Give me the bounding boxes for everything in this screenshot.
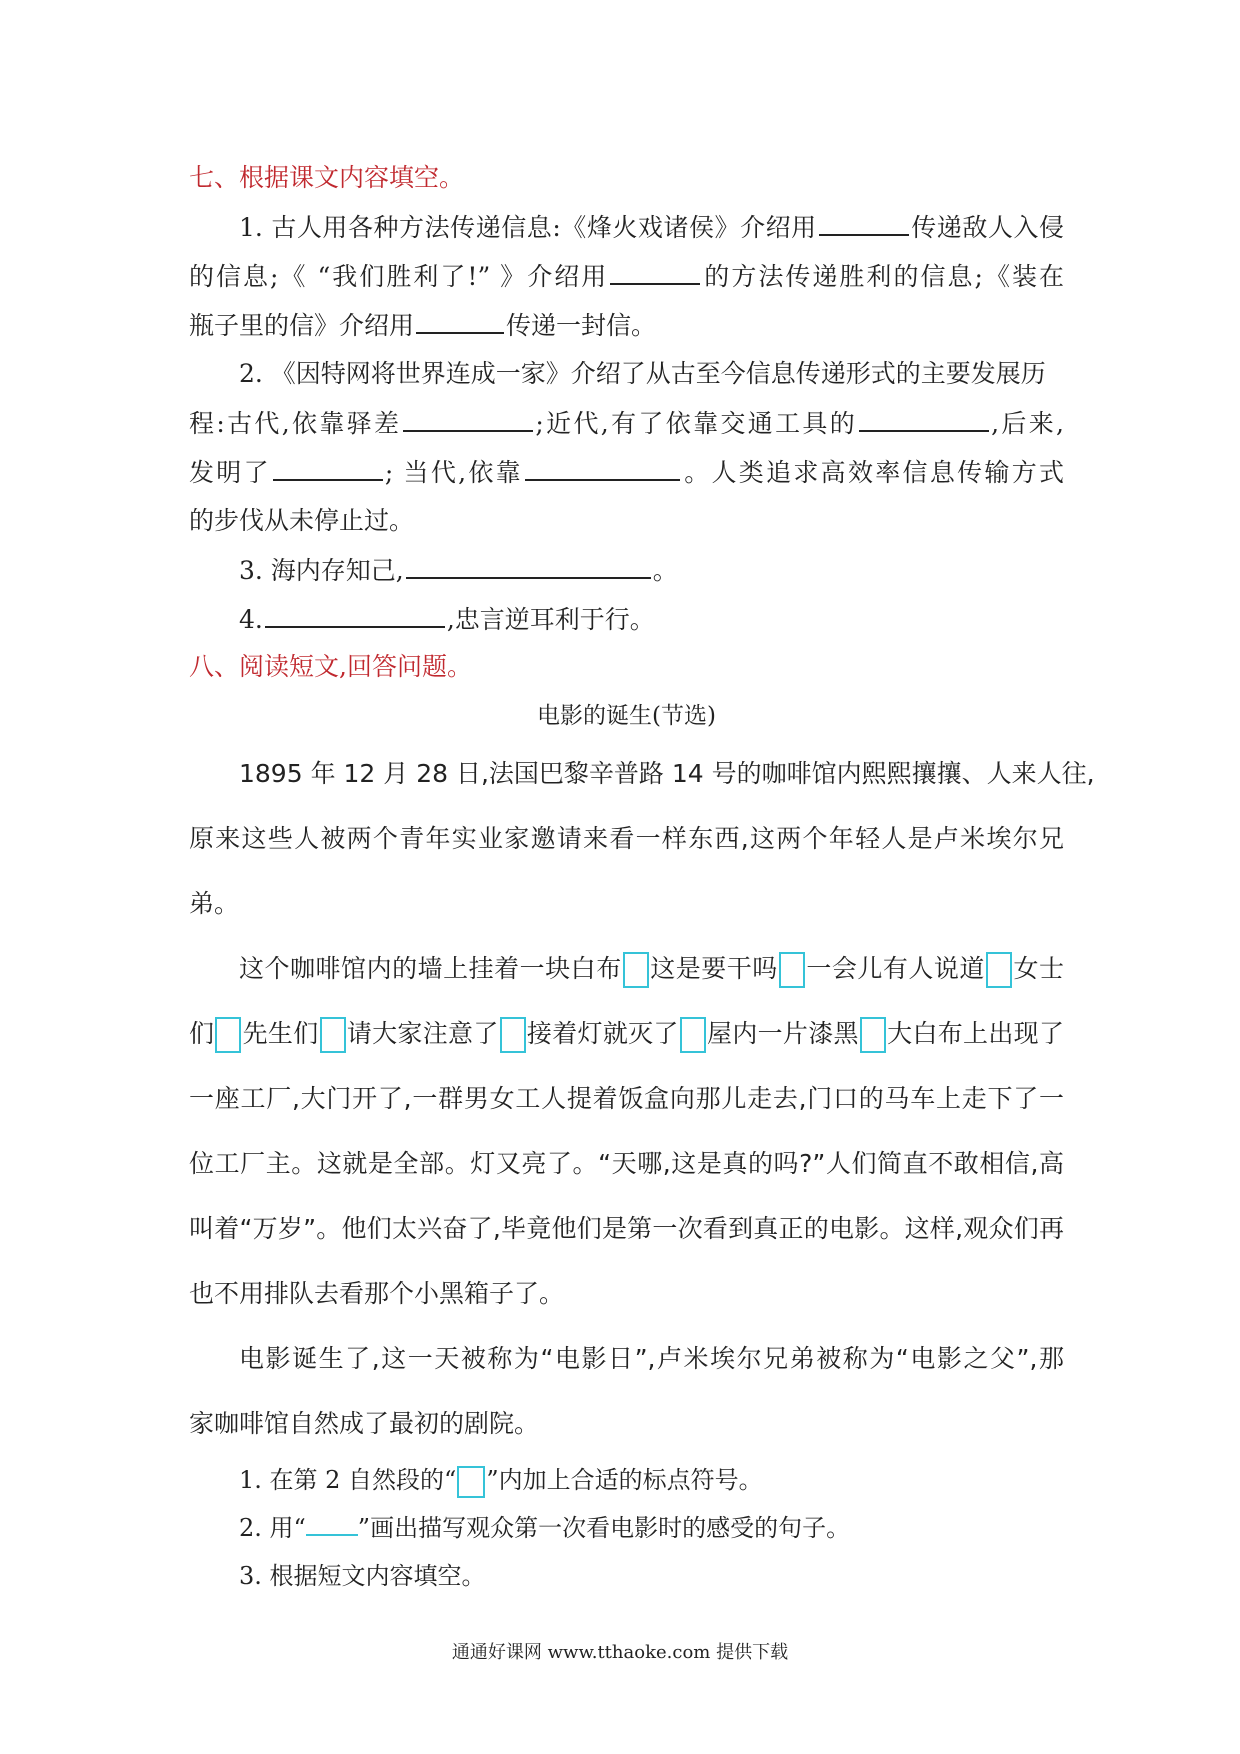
passage-p2-line2: 们 先生们 请大家注意了 接着灯就灭了 屋内一片漆黑 大白布上出现了: [189, 1001, 1064, 1066]
answer-blank[interactable]: [819, 202, 909, 236]
passage-p3-line1: 电影诞生了,这一天被称为“电影日”,卢米埃尔兄弟被称为“电影之父”,那: [239, 1344, 1064, 1373]
s7-q4: 4. ,忠言逆耳利于行。: [189, 594, 1064, 643]
punctuation-box-example: [457, 1466, 485, 1498]
punctuation-box[interactable]: [320, 1017, 346, 1053]
punctuation-box[interactable]: [623, 952, 649, 988]
passage-title: 电影的诞生(节选): [537, 703, 716, 729]
footer-source: 通通好课网 www.tthaoke.com 提供下载: [451, 1642, 789, 1663]
s7-q3: 3. 海内存知己, 。: [189, 545, 1064, 594]
s8-question-2: 2. 用“ ”画出描写观众第一次看电影时的感受的句子。: [189, 1504, 1064, 1552]
s7-q2-line4: 的步伐从未停止过。: [189, 506, 415, 535]
punctuation-box[interactable]: [215, 1017, 241, 1053]
answer-blank[interactable]: [406, 545, 651, 579]
answer-blank[interactable]: [403, 398, 533, 432]
passage-p2-line6: 也不用排队去看那个小黑箱子了。: [189, 1279, 565, 1308]
punctuation-box[interactable]: [500, 1017, 526, 1053]
passage-p2-line3: 一座工厂,大门开了,一群男女工人提着饭盒向那儿走去,门口的马车上走下了一: [189, 1084, 1064, 1113]
passage-p2-line1: 这个咖啡馆内的墙上挂着一块白布 这是要干吗 一会儿有人说道 女士: [189, 936, 1064, 1001]
s8-question-1: 1. 在第 2 自然段的“ ”内加上合适的标点符号。: [189, 1456, 1064, 1504]
punctuation-box[interactable]: [986, 952, 1012, 988]
punctuation-box[interactable]: [860, 1017, 886, 1053]
s7-q1-line2: 的信息;《 “我们胜利了!” 》介绍用 的方法传递胜利的信息;《装在: [189, 251, 1064, 300]
answer-blank[interactable]: [265, 594, 445, 628]
punctuation-box[interactable]: [779, 952, 805, 988]
s7-q1-line1: 1. 古人用各种方法传递信息:《烽火戏诸侯》介绍用 传递敌人入侵: [189, 202, 1064, 251]
answer-blank[interactable]: [273, 447, 383, 481]
s8-question-3: 3. 根据短文内容填空。: [239, 1562, 486, 1590]
answer-blank[interactable]: [610, 251, 700, 285]
section-7-heading: 七、根据课文内容填空。: [189, 163, 465, 192]
answer-blank[interactable]: [525, 447, 680, 481]
answer-blank[interactable]: [416, 300, 504, 334]
passage-p3-line2: 家咖啡馆自然成了最初的剧院。: [189, 1409, 540, 1438]
passage-p2-line5: 叫着“万岁”。他们太兴奋了,毕竟他们是第一次看到真正的电影。这样,观众们再: [189, 1214, 1064, 1243]
s7-q2-line2: 程:古代,依靠驿差 ;近代,有了依靠交通工具的 ,后来,: [189, 398, 1064, 447]
s7-q1-line3: 瓶子里的信》介绍用 传递一封信。: [189, 300, 1064, 349]
passage-p1-line3: 弟。: [189, 889, 240, 918]
underline-sample: [306, 1506, 358, 1536]
s7-q2-line3: 发明了 ; 当代,依靠 。人类追求高效率信息传输方式: [189, 447, 1064, 496]
passage-p1-line2: 原来这些人被两个青年实业家邀请来看一样东西,这两个年轻人是卢米埃尔兄: [189, 824, 1064, 853]
section-8-heading: 八、阅读短文,回答问题。: [189, 652, 472, 681]
worksheet-content: [189, 154, 1095, 1600]
passage-p2-line4: 位工厂主。这就是全部。灯又亮了。“天哪,这是真的吗?”人们简直不敢相信,高: [189, 1149, 1064, 1178]
passage-p1-line1: 1895 年 12 月 28 日,法国巴黎辛普路 14 号的咖啡馆内熙熙攘攘、人来人往,: [239, 759, 1095, 788]
s7-q2-line1: 2. 《因特网将世界连成一家》介绍了从古至今信息传递形式的主要发展历: [239, 359, 1046, 388]
answer-blank[interactable]: [859, 398, 989, 432]
punctuation-box[interactable]: [680, 1017, 706, 1053]
